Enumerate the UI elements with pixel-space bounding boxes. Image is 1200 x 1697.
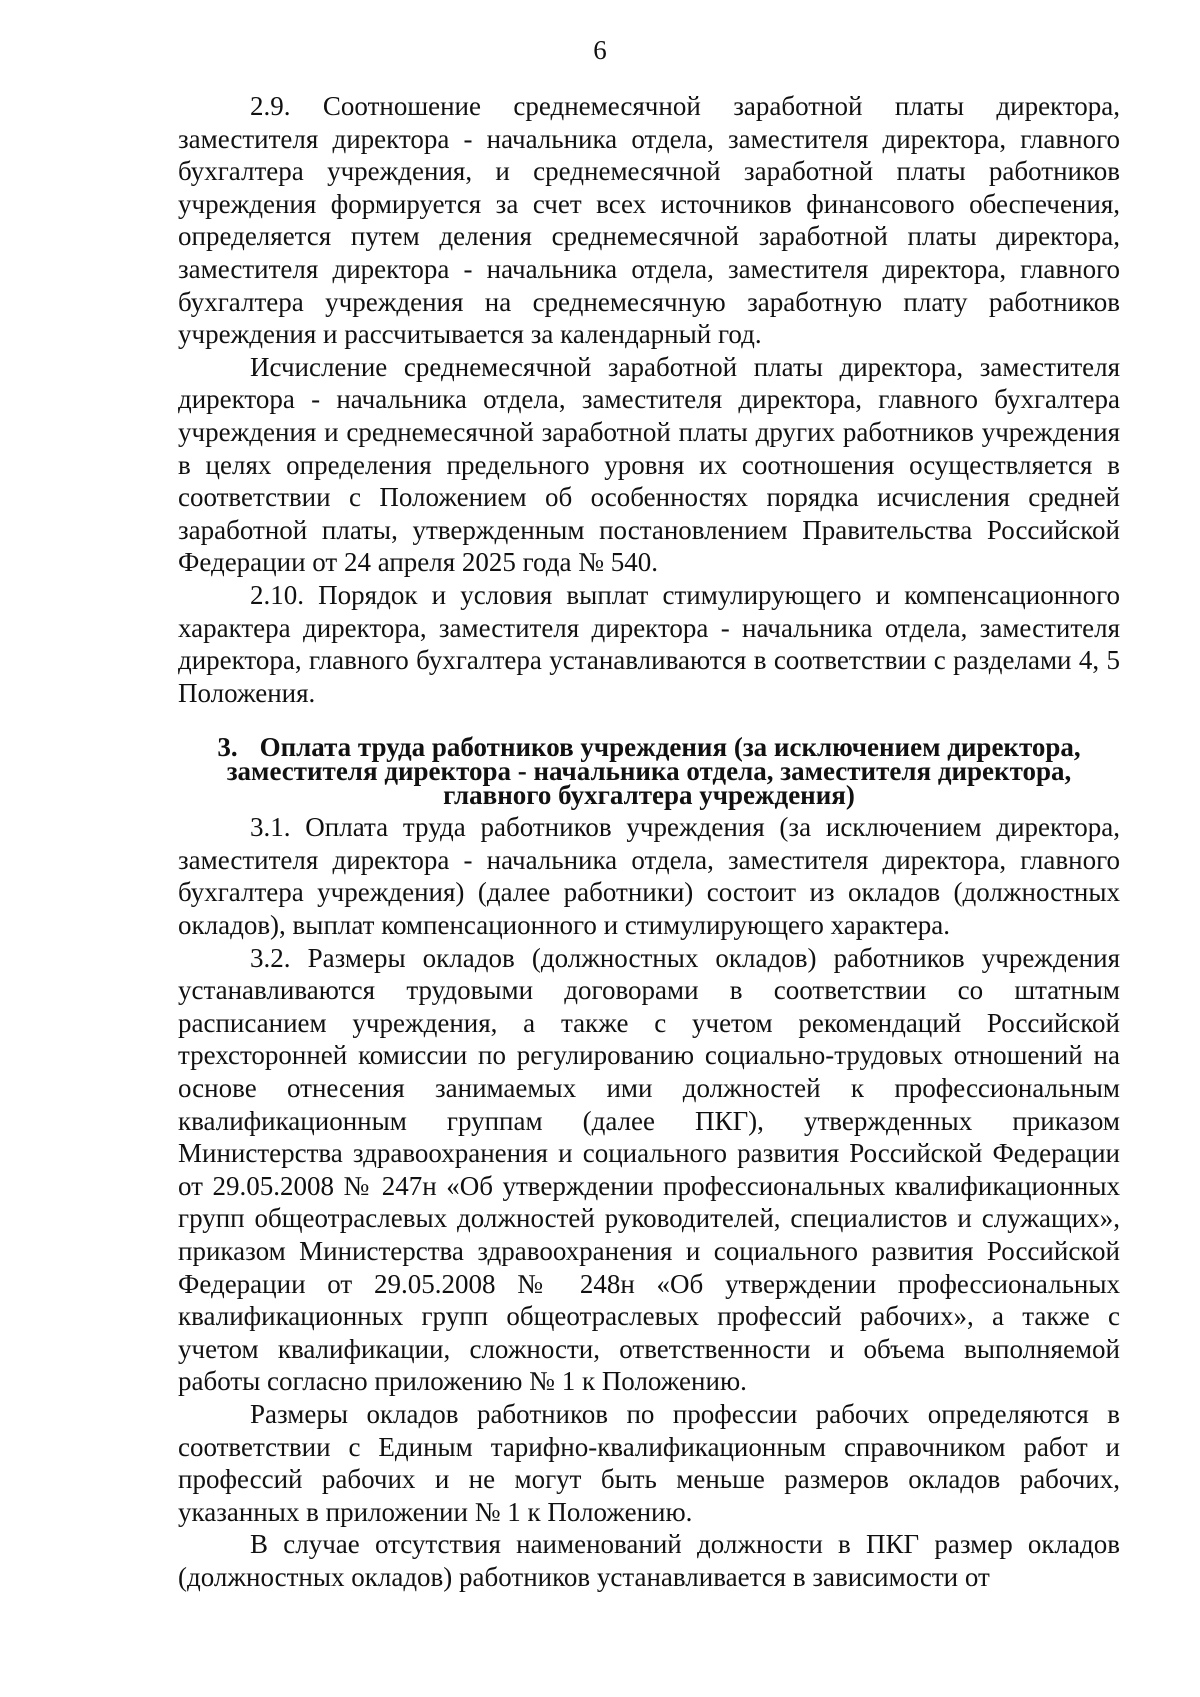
paragraph-missing-positions: В случае отсутствия наименований должности в ПКГ размер окладов (должностных окладов) работников устанавливается в зависимости от <box>178 1529 1120 1592</box>
page-number: 6 <box>593 35 607 65</box>
paragraph-3-2: 3.2. Размеры окладов (должностных окладов) работников учреждения устанавливаются трудовыми договорами в соответствии со штатным расписанием учреждения, а также с учетом рекомендаций Российской трехсторонней комиссии по регулированию социально-трудовых отношений на основе отнесения занимаемых ими должностей к профессиональным квалификационным группам (далее ПКГ), утвержденных приказом Министерства здравоохранения и социального развития Российской Федерации от 29.05.2008 № 247н «Об утверждении профессиональных квалификационных групп общеотраслевых должностей руководителей, специалистов и служащих», приказом Министерства здравоохранения и социального развития Российской Федерации от 29.05.2008 № 248н «Об утверждении профессиональных квалификационных групп общеотраслевых профессий рабочих», а также с учетом квалификации, сложности, ответственности и объема выполняемой работы согласно приложению № 1 к Положению. <box>178 942 1120 1397</box>
section-number: 3. <box>217 732 238 763</box>
document-body <box>178 90 1120 1594</box>
paragraph-3-1: 3.1. Оплата труда работников учреждения (за исключением директора, заместителя директора - начальника отдела, заместителя директора, главного бухгалтера учреждения) (далее работники) состоит из окладов (должностных окладов), выплат компенсационного и стимулирующего характера. <box>178 812 1120 941</box>
paragraph-worker-salaries: Размеры окладов работников по профессии рабочих определяются в соответствии с Единым тарифно-квалификационным справочником работ и профессий рабочих и не могут быть меньше размеров окладов рабочих, указанных в приложении № 1 к Положению. <box>178 1398 1120 1527</box>
section-heading-3 <box>178 732 1120 811</box>
section-title: Оплата труда работников учреждения (за исключением директора, заместителя директора - начальника отдела, заместителя директора, главного бухгалтера учреждения) <box>226 732 1081 811</box>
paragraph-2-10: 2.10. Порядок и условия выплат стимулирующего и компенсационного характера директора, заместителя директора - начальника отдела, заместителя директора, главного бухгалтера устанавливаются в соответствии с разделами 4, 5 Положения. <box>178 579 1120 708</box>
paragraph-salary-calculation: Исчисление среднемесячной заработной платы директора, заместителя директора - начальника отдела, заместителя директора, главного бухгалтера учреждения и среднемесячной заработной платы других работников учреждения в целях определения предельного уровня их соотношения осуществляется в соответствии с Положением об особенностях порядка исчисления средней заработной платы, утвержденным постановлением Правительства Российской Федерации от 24 апреля 2025 года № 540. <box>178 351 1120 578</box>
paragraph-2-9: 2.9. Соотношение среднемесячной заработной платы директора, заместителя директора - начальника отдела, заместителя директора, главного бухгалтера учреждения, и среднемесячной заработной платы работников учреждения формируется за счет всех источников финансового обеспечения, определяется путем деления среднемесячной заработной платы директора, заместителя директора - начальника отдела, заместителя директора, главного бухгалтера учреждения на среднемесячную заработную плату работников учреждения и рассчитывается за календарный год. <box>178 91 1120 350</box>
